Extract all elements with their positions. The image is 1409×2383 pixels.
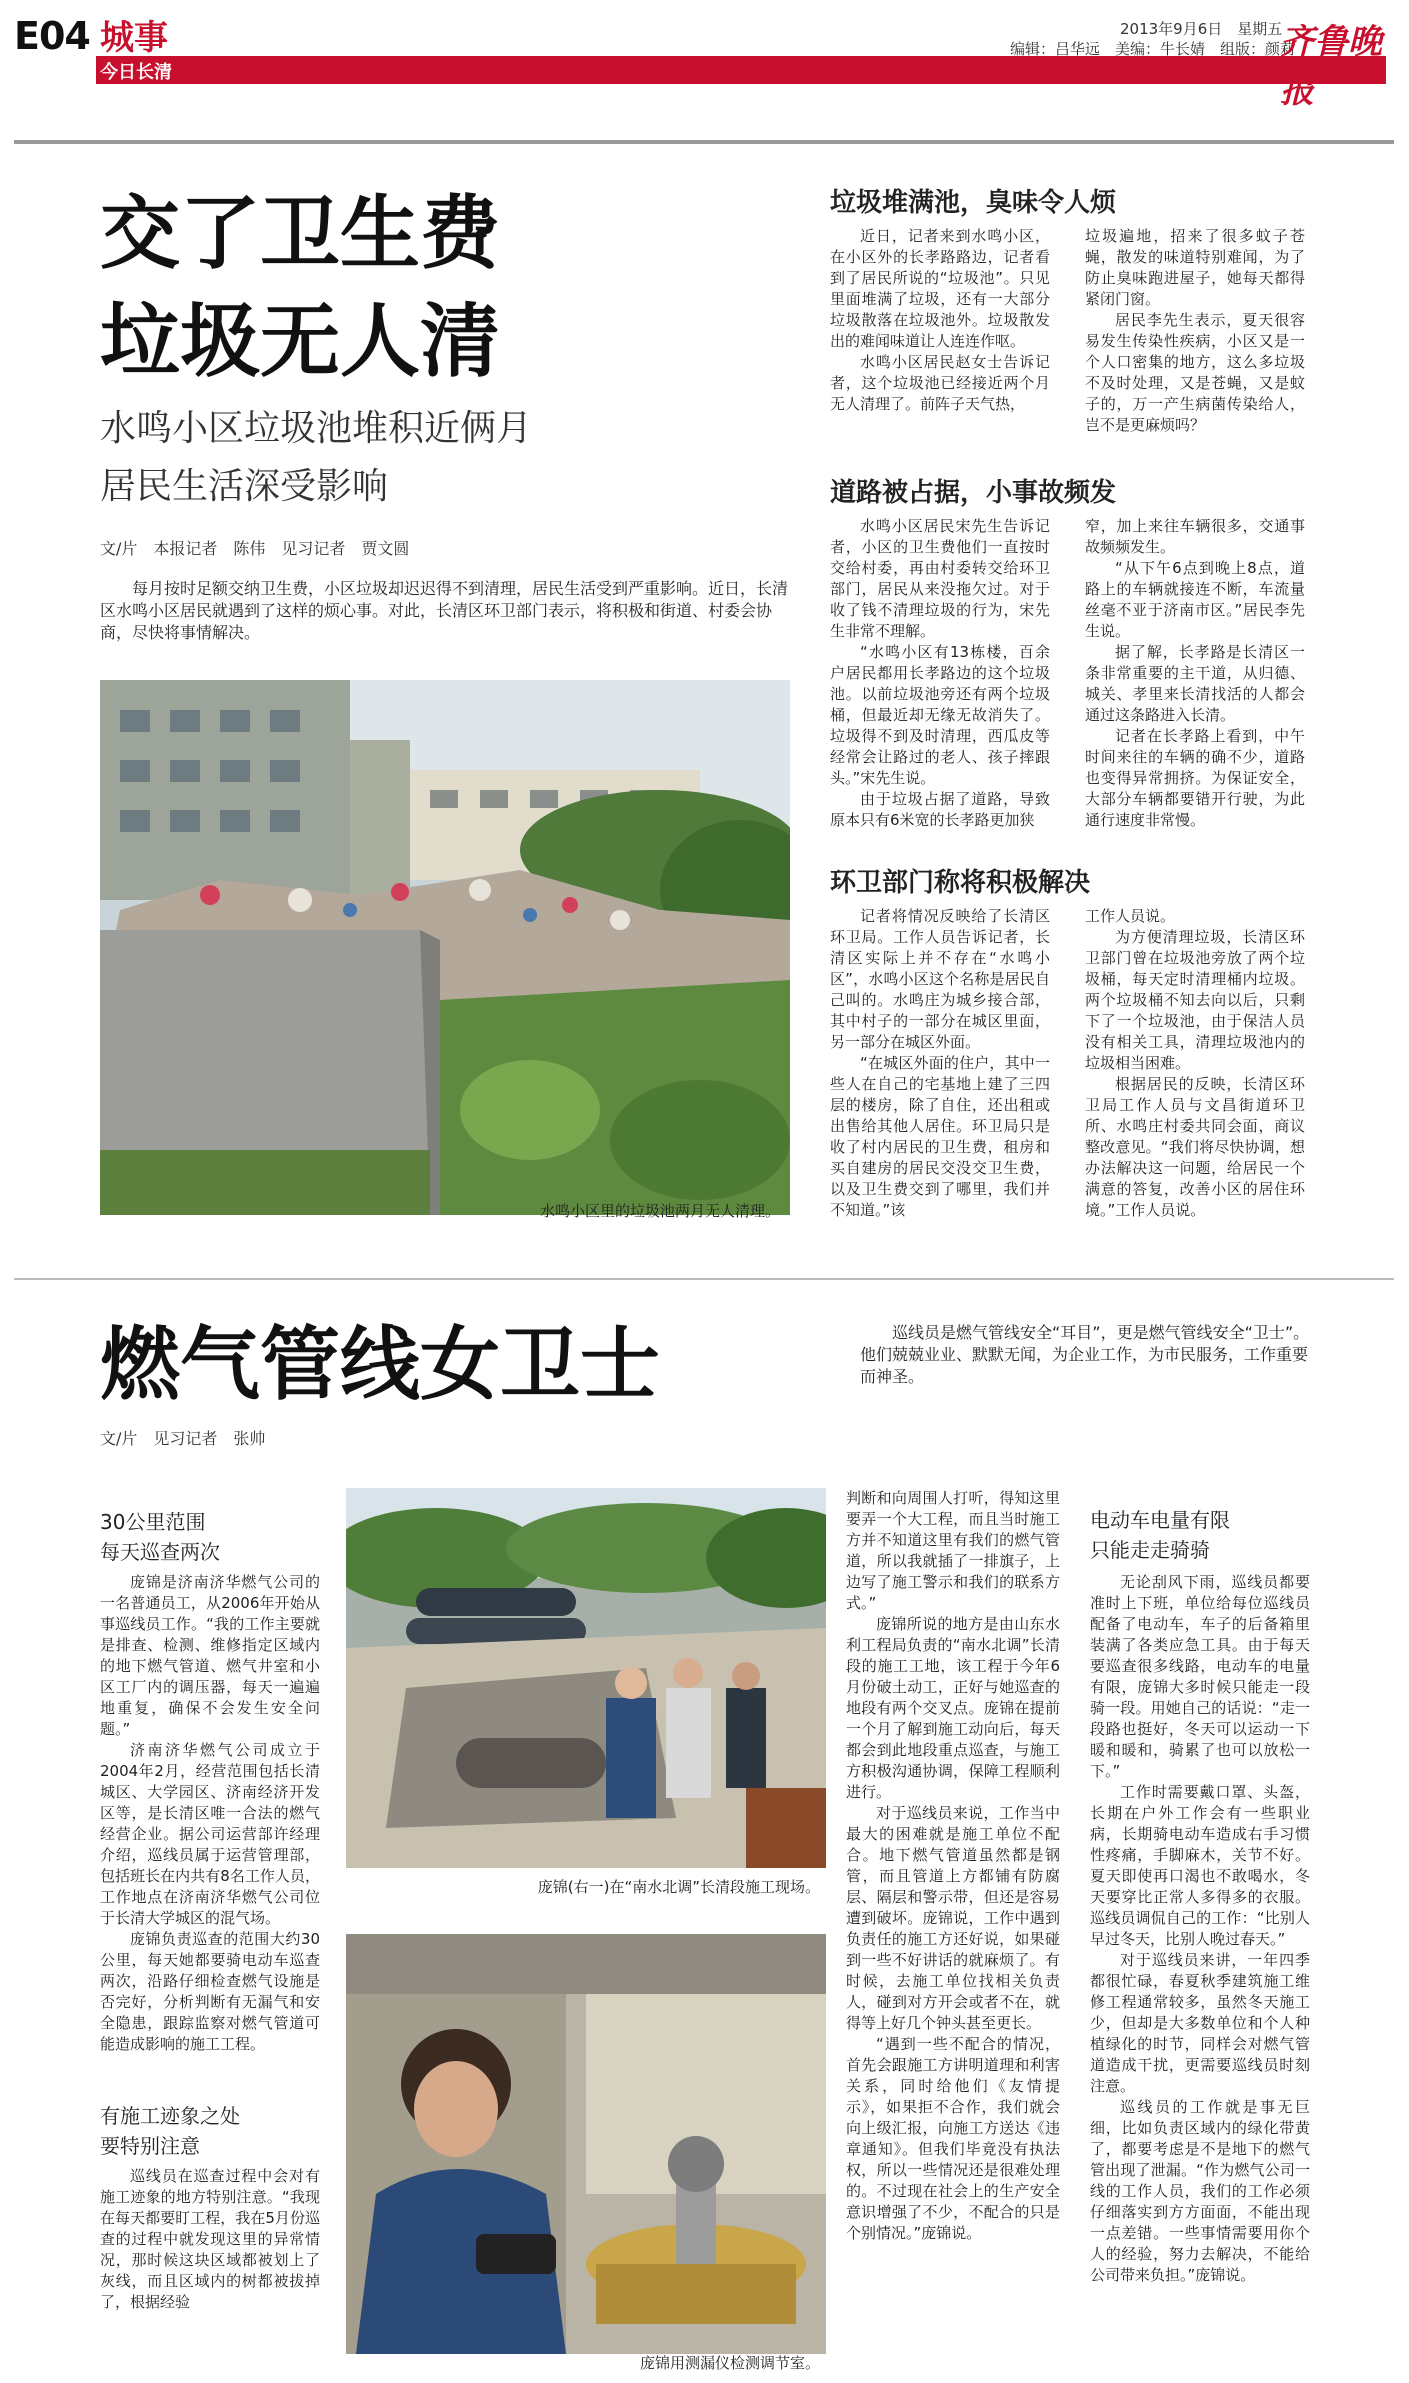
- text-column: [100, 2166, 320, 2313]
- garbage-pool-illustration: [100, 680, 790, 1215]
- text-column: [830, 906, 1050, 1221]
- text-column: [830, 516, 1050, 831]
- paragraph: 庞锦是济南济华燃气公司的一名普通员工，从2006年开始从事巡线员工作。“我的工作主要就是排查、检测、维修指定区域内的地下燃气管道、燃气井室和小区工厂内的调压器，每天一遍遍地重复，确保不会发生安全问题。”: [100, 1573, 320, 1738]
- subheadline-line-2: 居民生活深受影响: [100, 466, 389, 507]
- text-column: [830, 226, 1050, 415]
- text-column: [1085, 516, 1305, 831]
- headline-line-2: 垃圾无人清: [100, 295, 500, 388]
- paragraph: 水鸣小区居民赵女士告诉记者，这个垃圾池已经接近两个月无人清理了。前阵子天气热，: [830, 353, 1050, 413]
- photo-caption: 庞锦用测漏仪检测调节室。: [639, 2354, 820, 2372]
- subheading: 电动车电量有限: [1090, 1508, 1230, 1532]
- photo-caption: 水鸣小区里的垃圾池两月无人清理。: [539, 1202, 780, 1220]
- subheadline-line-1: 水鸣小区垃圾池堆积近俩月: [100, 408, 533, 449]
- paragraph: 根据居民的反映，长清区环卫局工作人员与文昌街道环卫所、水鸣庄村委共同会面，商议整改意见。“我们将尽快协调，想办法解决这一问题，给居民一个满意的答复，改善小区的居住环境。”工作人员说。: [1085, 1075, 1305, 1219]
- paragraph: 垃圾遍地，招来了很多蚊子苍蝇，散发的味道特别难闻，为了防止臭味跑进屋子，她每天都得紧闭门窗。: [1085, 227, 1305, 308]
- paragraph: 对于巡线员来说，工作当中最大的困难就是施工单位不配合。地下燃气管道虽然都是钢管，而且管道上方都铺有防腐层、隔层和警示带，但还是容易遭到破坏。庞锦说，工作中遇到负责任的施工方还好说，如果碰到一些不好讲话的就麻烦了。有时候，去施工单位找相关负责人，碰到对方开会或者不在，就得等上好几个钟头甚至更长。: [846, 1804, 1060, 2032]
- paragraph: 对于巡线员来讲，一年四季都很忙碌，春夏秋季建筑施工维修工程通常较多，虽然冬天施工少，但却是大多数单位和个人种植绿化的时节，同样会对燃气管道造成干扰，更需要巡线员时刻注意。: [1090, 1951, 1310, 2095]
- header-band: [96, 56, 1386, 84]
- subheading: 要特别注意: [100, 2134, 200, 2158]
- leak-detection-photo: [346, 1934, 826, 2354]
- paragraph: 居民李先生表示，夏天很容易发生传染性疾病，小区又是一个人口密集的地方，这么多垃圾不及时处理，又是苍蝇，又是蚊子的，万一产生病菌传染给人，岂不是更麻烦吗？: [1085, 311, 1305, 434]
- article2-byline: 文/片 见习记者 张帅: [100, 1429, 266, 1448]
- text-column: [1085, 226, 1305, 436]
- construction-site-photo: [346, 1488, 826, 1868]
- paragraph: 据了解，长孝路是长清区一条非常重要的主干道，从归德、城关、孝里来长清找活的人都会通过这条路进入长清。: [1085, 643, 1305, 724]
- paragraph: 庞锦负责巡查的范围大约30公里，每天她都要骑电动车巡查两次，沿路仔细检查燃气设施是否完好，分析判断有无漏气和安全隐患，跟踪监察对燃气管道可能造成影响的施工工程。: [100, 1930, 320, 2053]
- paragraph: 判断和向周围人打听，得知这里要弄一个大工程，而且当时施工方并不知道这里有我们的燃气管道，所以我就插了一排旗子，上边写了施工警示和我们的联系方式。”: [846, 1489, 1060, 1612]
- section-heading: 道路被占据，小事故频发: [830, 478, 1117, 508]
- paragraph: 工作人员说。: [1085, 907, 1176, 925]
- paragraph: 窄，加上来往车辆很多，交通事故频频发生。: [1085, 517, 1305, 556]
- article2-lead: 巡线员是燃气管线安全“耳目”，更是燃气管线安全“卫士”。他们兢兢业业、默默无闻，为企业工作，为市民服务，工作重要而神圣。: [860, 1323, 1310, 1386]
- photo-caption: 庞锦(右一)在“南水北调”长清段施工现场。: [537, 1878, 820, 1896]
- section-heading: 环卫部门称将积极解决: [830, 868, 1091, 898]
- paragraph: 无论刮风下雨，巡线员都要准时上下班，单位给每位巡线员配备了电动车，车子的后备箱里装满了各类应急工具。由于每天要巡查很多线路，电动车的电量有限，庞锦大多时候只能走一段骑一段。用她自己的话说：“走一段路也挺好，冬天可以运动一下暖和暖和，骑累了也可以放松一下。”: [1090, 1573, 1310, 1780]
- paragraph: 记者在长孝路上看到，中午时间来往的车辆的确不少，道路也变得异常拥挤。为保证安全，大部分车辆都要错开行驶，为此通行速度非常慢。: [1085, 727, 1305, 829]
- paragraph: 巡线员在巡查过程中会对有施工迹象的地方特别注意。“我现在每天都要盯工程，我在5月份巡查的过程中就发现这里的异常情况，那时候这块区域都被划上了灰线，而且区域内的树都被拔掉了，根据经验: [100, 2167, 320, 2311]
- newspaper-logo: 齐鲁晚报: [1280, 22, 1382, 111]
- section-title: 城事: [100, 18, 168, 58]
- article1-lead: 每月按时足额交纳卫生费，小区垃圾却迟迟得不到清理，居民生活受到严重影响。近日，长清区水鸣小区居民就遇到了这样的烦心事。对此，长清区环卫部门表示，将积极和街道、村委会协商，尽快将事情解决。: [100, 579, 789, 642]
- leak-detection-illustration: [346, 1934, 826, 2354]
- paragraph: “在城区外面的住户，其中一些人在自己的宅基地上建了三四层的楼房，除了自住，还出租或出售给其他人居住。环卫局只是收了村内居民的卫生费，租房和买自建房的居民交没交卫生费，以及卫生费交到了哪里，我们并不知道。”该: [830, 1054, 1050, 1219]
- article-divider: [14, 1278, 1394, 1280]
- paragraph: 为方便清理垃圾，长清区环卫部门曾在垃圾池旁放了两个垃圾桶，每天定时清理桶内垃圾。两个垃圾桶不知去向以后，只剩下了一个垃圾池，由于保洁人员没有相关工具，清理垃圾池内的垃圾相当困难。: [1085, 928, 1305, 1072]
- subheading: 只能走走骑骑: [1090, 1538, 1210, 1562]
- paragraph: 记者将情况反映给了长清区环卫局。工作人员告诉记者，长清区实际上并不存在“水鸣小区”，水鸣小区这个名称是居民自己叫的。水鸣庄为城乡接合部，其中村子的一部分在城区里面，另一部分在城区外面。: [830, 907, 1050, 1051]
- paragraph: “遇到一些不配合的情况，首先会跟施工方讲明道理和利害关系，同时给他们《友情提示》，如果拒不合作，我们就会向上级汇报，向施工方送达《违章通知》。但我们毕竟没有执法权，所以一些情况还是很难处理的。不过现在社会上的生产安全意识增强了不少，不配合的只是个别情况。”庞锦说。: [846, 2035, 1060, 2242]
- paragraph: “从下午6点到晚上8点，道路上的车辆就接连不断，车流量丝毫不亚于济南市区。”居民李先生说。: [1085, 559, 1305, 640]
- article1-byline: 文/片 本报记者 陈伟 见习记者 贾文圆: [100, 539, 410, 558]
- subheading: 30公里范围: [100, 1510, 206, 1534]
- text-column: [1090, 1572, 1310, 2286]
- construction-site-illustration: [346, 1488, 826, 1868]
- article2-headline: 燃气管线女卫士: [100, 1318, 660, 1411]
- text-column: [100, 1572, 320, 2055]
- issue-date: 2013年9月6日 星期五: [1120, 20, 1283, 38]
- paragraph: 由于垃圾占据了道路，导致原本只有6米宽的长孝路更加狭: [830, 790, 1050, 829]
- top-divider: [14, 140, 1394, 144]
- text-column: [846, 1488, 1060, 2244]
- subheading: 有施工迹象之处: [100, 2104, 240, 2128]
- page-code: E04: [14, 14, 90, 58]
- paragraph: 庞锦所说的地方是由山东水利工程局负责的“南水北调”长清段的施工工地，该工程于今年6月份破土动工，正好与她巡查的地段有两个交叉点。庞锦在提前一个月了解到施工动向后，每天都会到此地段重点巡查，与施工方积极沟通协调，保障工程顺利进行。: [846, 1615, 1060, 1801]
- article1-headline: [100, 180, 500, 396]
- paragraph: 巡线员的工作就是事无巨细，比如负责区域内的绿化带黄了，都要考虑是不是地下的燃气管出现了泄漏。“作为燃气公司一线的工作人员，我们的工作必须仔细落实到方方面面，不能出现一点差错。一些事情需要用你个人的经验，努力去解决，不能给公司带来负担。”庞锦说。: [1090, 2098, 1310, 2284]
- section-heading: 垃圾堆满池，臭味令人烦: [830, 188, 1117, 218]
- paragraph: 水鸣小区居民宋先生告诉记者，小区的卫生费他们一直按时交给村委，再由村委转交给环卫部门，居民从来没拖欠过。对于收了钱不清理垃圾的行为，宋先生非常不理解。: [830, 517, 1050, 640]
- headline-line-1: 交了卫生费: [100, 187, 500, 280]
- garbage-pool-photo: [100, 680, 790, 1215]
- subheading: 每天巡查两次: [100, 1540, 220, 1564]
- text-column: [1085, 906, 1305, 1221]
- editors-line: 编辑：吕华远 美编：牛长婧 组版：颜莉: [1010, 40, 1296, 58]
- paragraph: “水鸣小区有13栋楼，百余户居民都用长孝路边的这个垃圾池。以前垃圾池旁还有两个垃圾桶，但最近却无缘无故消失了。垃圾得不到及时清理，西瓜皮等经常会让路过的老人、孩子摔跟头。”宋先生说。: [830, 643, 1050, 787]
- paragraph: 济南济华燃气公司成立于2004年2月，经营范围包括长清城区、大学园区、济南经济开发区等，是长清区唯一合法的燃气经营企业。据公司运营部许经理介绍，巡线员属于运营管理部，包括班长在内共有8名工作人员，工作地点在济南济华燃气公司位于长清大学城区的混气场。: [100, 1741, 320, 1927]
- subsection-title: 今日长清: [100, 62, 172, 83]
- paragraph: 工作时需要戴口罩、头盔，长期在户外工作会有一些职业病，长期骑电动车造成右手习惯性疼痛，手脚麻木，关节不好。夏天即使再口渴也不敢喝水，冬天要穿比正常人多得多的衣服。巡线员调侃自己的工作：“比别人早过冬天，比别人晚过春天。”: [1090, 1783, 1310, 1948]
- article1-subheadline: [100, 400, 532, 516]
- paragraph: 近日，记者来到水鸣小区，在小区外的长孝路路边，记者看到了居民所说的“垃圾池”。只见里面堆满了垃圾，还有一大部分垃圾散落在垃圾池外。垃圾散发出的难闻味道让人连连作呕。: [830, 227, 1050, 350]
